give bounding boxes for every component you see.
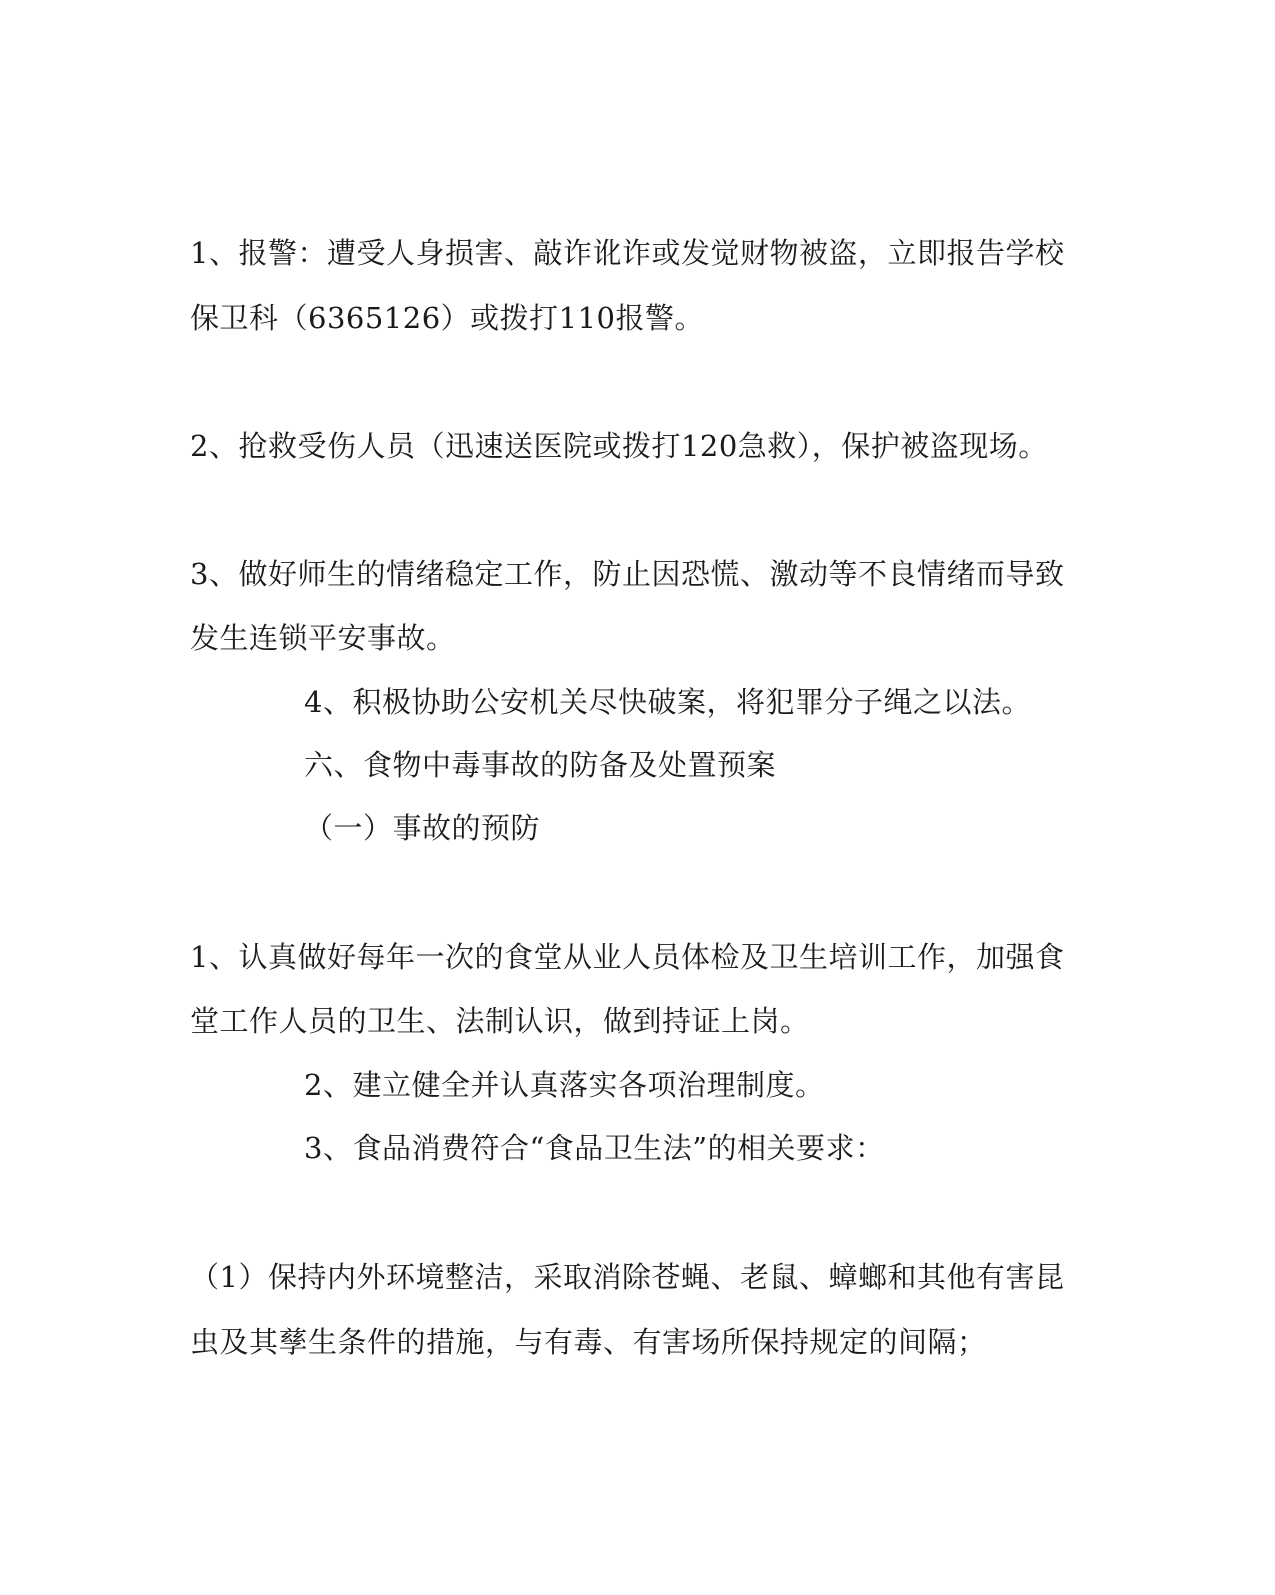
paragraph-line: 2、抢救受伤人员（迅速送医院或拨打120急救），保护被盗现场。 [190,429,1048,463]
paragraph-line: 2、建立健全并认真落实各项治理制度。 [304,1068,825,1102]
subsection-heading: （一）事故的预防 [304,811,541,845]
paragraph-line: 3、做好师生的情绪稳定工作，防止因恐慌、激动等不良情绪而导致 [190,557,1065,591]
paragraph-line: 堂工作人员的卫生、法制认识，做到持证上岗。 [190,1004,810,1038]
paragraph-line: 保卫科（6365126）或拨打110报警。 [190,301,705,335]
paragraph-line: （1）保持内外环境整洁，采取消除苍蝇、老鼠、蟑螂和其他有害昆 [190,1260,1065,1294]
paragraph-line: 1、认真做好每年一次的食堂从业人员体检及卫生培训工作，加强食 [190,940,1065,974]
paragraph-line: 4、积极协助公安机关尽快破案，将犯罪分子绳之以法。 [304,685,1031,719]
section-heading: 六、食物中毒事故的防备及处置预案 [304,748,777,782]
paragraph-line: 3、食品消费符合“食品卫生法”的相关要求： [304,1131,885,1165]
paragraph-line: 发生连锁平安事故。 [190,621,456,655]
paragraph-line: 虫及其孳生条件的措施，与有毒、有害场所保持规定的间隔； [190,1325,987,1359]
paragraph-line: 1、报警：遭受人身损害、敲诈讹诈或发觉财物被盗，立即报告学校 [190,236,1065,270]
